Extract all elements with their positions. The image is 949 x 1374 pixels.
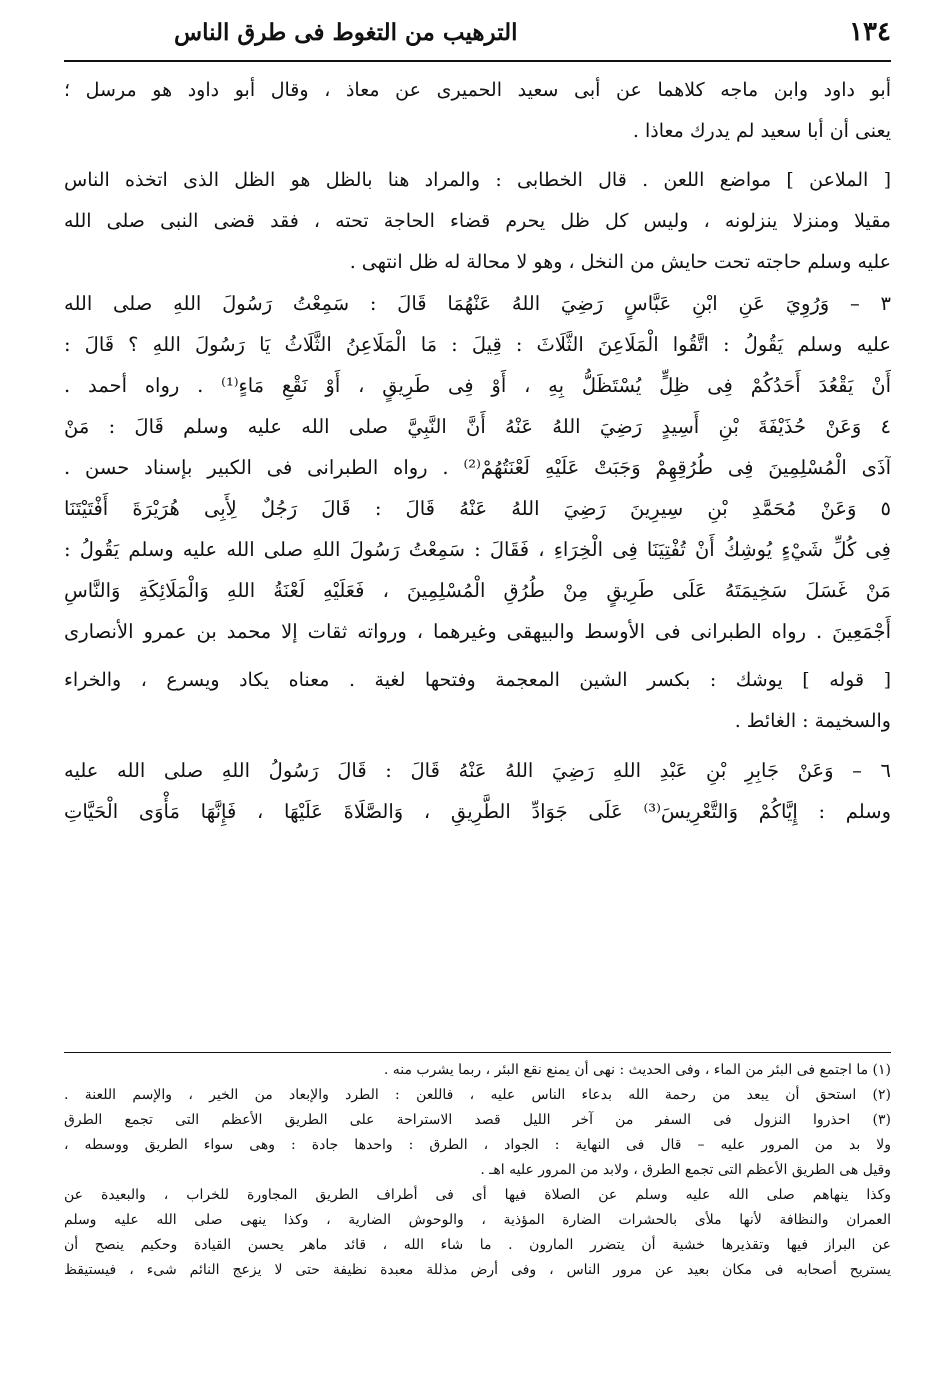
footnote-line: (٢) استحق أن يبعد من رحمة الله بدعاء الناس عليه ، فاللعن : الطرد والإبعاد من الخير ، والإسم اللعنة . xyxy=(64,1087,891,1103)
page-header xyxy=(64,8,891,56)
text-line: والسخيمة : الغائط . xyxy=(734,710,891,732)
text-line: يعنى أن أبا سعيد لم يدرك معاذا . xyxy=(632,120,891,142)
page-number: ١٣٤ xyxy=(849,17,891,47)
running-title: الترهيب من التغوط فى طرق الناس xyxy=(174,18,518,46)
footnote-line: وكذا ينهاهم صلى الله عليه وسلم عن الصلاة فيها أى فى أطراف الطريق المجاورة للخراب ، والبعيدة عن xyxy=(64,1187,891,1203)
hadith-line: وسلم : إِيَّاكُمْ وَالتَّعْرِيسَ⁽³⁾ عَلَى جَوَادِّ الطَّرِيقِ ، وَالصَّلَاةَ عَلَيْهَا ، فَإِنَّهَا مَأْوَى الْحَيَّاتِ xyxy=(64,800,891,823)
header-rule xyxy=(64,60,891,62)
hadith-line: ٥ وَعَنْ مُحَمَّدِ بْنِ سِيرِينَ رَضِيَ اللهُ عَنْهُ قَالَ : قَالَ رَجُلٌ لِأَبِى هُرَيْرَةَ أَفْتَيْتَنَا xyxy=(64,497,891,520)
text-line: مقيلا ومنزلا ينزلونه ، وليس كل ظل يحرم قضاء الحاجة تحته ، فقد قضى النبى صلى الله xyxy=(64,210,891,232)
footnotes xyxy=(64,1058,891,1283)
hadith-line: ٦ – وَعَنْ جَابِرِ بْنِ عَبْدِ اللهِ رَضِيَ اللهُ عَنْهُ قَالَ : قَالَ رَسُولُ اللهِ صلى الله عليه xyxy=(64,759,891,782)
hadith-line: آذَى الْمُسْلِمِينَ فِى طُرُقِهِمْ وَجَبَتْ عَلَيْهِ لَعْنَتُهُمْ⁽²⁾ . رواه الطبرانى فى الكبير بإسناد حسن . xyxy=(64,456,891,479)
hadith-line: أَجْمَعِينَ . رواه الطبرانى فى الأوسط والبيهقى وغيرهما ، ورواته ثقات إلا محمد بن عمرو الأنصارى xyxy=(64,620,891,643)
footnote-line: يستريح أصحابه فى مكان بعيد عن مرور الناس ، وفى أرض مذللة معبدة نظيفة حتى لا يزعج النائم شىء ، فيستيقظ xyxy=(64,1262,891,1278)
hadith-line: مَنْ غَسَلَ سَخِيمَتَهُ عَلَى طَرِيقٍ مِنْ طُرُقِ الْمُسْلِمِينَ ، فَعَلَيْهِ لَعْنَةُ اللهِ وَالْمَلَائِكَةِ وَالنَّاسِ xyxy=(64,579,891,602)
text-line: [ الملاعن ] مواضع اللعن . قال الخطابى : والمراد هنا بالظل هو الظل الذى اتخذه الناس xyxy=(64,169,891,191)
footnote-rule xyxy=(64,1052,891,1053)
hadith-line: ٣ – وَرُوِيَ عَنِ ابْنِ عَبَّاسٍ رَضِيَ اللهُ عَنْهُمَا قَالَ : سَمِعْتُ رَسُولَ اللهِ صلى الله xyxy=(64,292,891,315)
text-line: عليه وسلم حاجته تحت حايش من النخل ، وهو لا محالة له ظل انتهى . xyxy=(349,251,891,273)
main-text xyxy=(64,70,891,832)
hadith-line: أَنْ يَقْعُدَ أَحَدُكُمْ فِى ظِلٍّ يُسْتَظَلُّ بِهِ ، أَوْ فِى طَرِيقٍ ، أَوْ نَقْعِ مَاءٍ⁽¹⁾ . رواه أحمد . xyxy=(64,374,891,397)
footnote-line: (٣) احذروا النزول فى السفر من آخر الليل قصد الاستراحة على الطريق الأعظم التى تجمع الطرق xyxy=(64,1112,891,1128)
footnote-line: (١) ما اجتمع فى البئر من الماء ، وفى الحديث : نهى أن يمنع نقع البئر ، ربما يشرب منه . xyxy=(383,1062,891,1078)
hadith-line: عليه وسلم يَقُولُ : اتَّقُوا الْمَلَاعِنَ الثَّلَاثَ : قِيلَ : مَا الْمَلَاعِنُ الثَّلَاثُ يَا رَسُولَ اللهِ ؟ قَالَ : xyxy=(64,333,891,356)
footnote-line: عن البراز فيها وتقذيرها خشية أن يتضرر المارون . ما شاء الله ، قائد ماهر يحسن القيادة وحكيم ينصح أن xyxy=(64,1237,891,1253)
footnote-line: ولا بد من المرور عليه – قال فى النهاية : الجواد ، الطرق : واحدها جادة : وهى سواء الطريق ووسطه ، xyxy=(64,1137,891,1153)
footnote-line: وقيل هى الطريق الأعظم التى تجمع الطرق ، ولابد من المرور عليه اهـ . xyxy=(480,1162,891,1178)
text-line: أبو داود وابن ماجه كلاهما عن أبى سعيد الحميرى عن معاذ ، وقال أبو داود هو مرسل ؛ xyxy=(64,79,891,101)
hadith-line: ٤ وَعَنْ حُذَيْفَةَ بْنِ أَسِيدٍ رَضِيَ اللهُ عَنْهُ أَنَّ النَّبِيَّ صلى الله عليه وسلم قَالَ : مَنْ xyxy=(64,415,891,438)
text-line: [ قوله ] يوشك : بكسر الشين المعجمة وفتحها لغية . معناه يكاد ويسرع ، والخراء xyxy=(64,669,891,691)
footnote-line: العمران والنظافة لأنها ملأى بالحشرات الضارة المؤذية ، والوحوش الضارية ، وكذا ينهى صلى الله عليه وسلم xyxy=(64,1212,891,1228)
hadith-line: فِى كُلِّ شَيْءٍ يُوشِكُ أَنْ تُفْتِيَنَا فِى الْخِرَاءِ ، فَقَالَ : سَمِعْتُ رَسُولَ اللهِ صلى الله عليه وسلم يَقُولُ : xyxy=(64,538,891,561)
